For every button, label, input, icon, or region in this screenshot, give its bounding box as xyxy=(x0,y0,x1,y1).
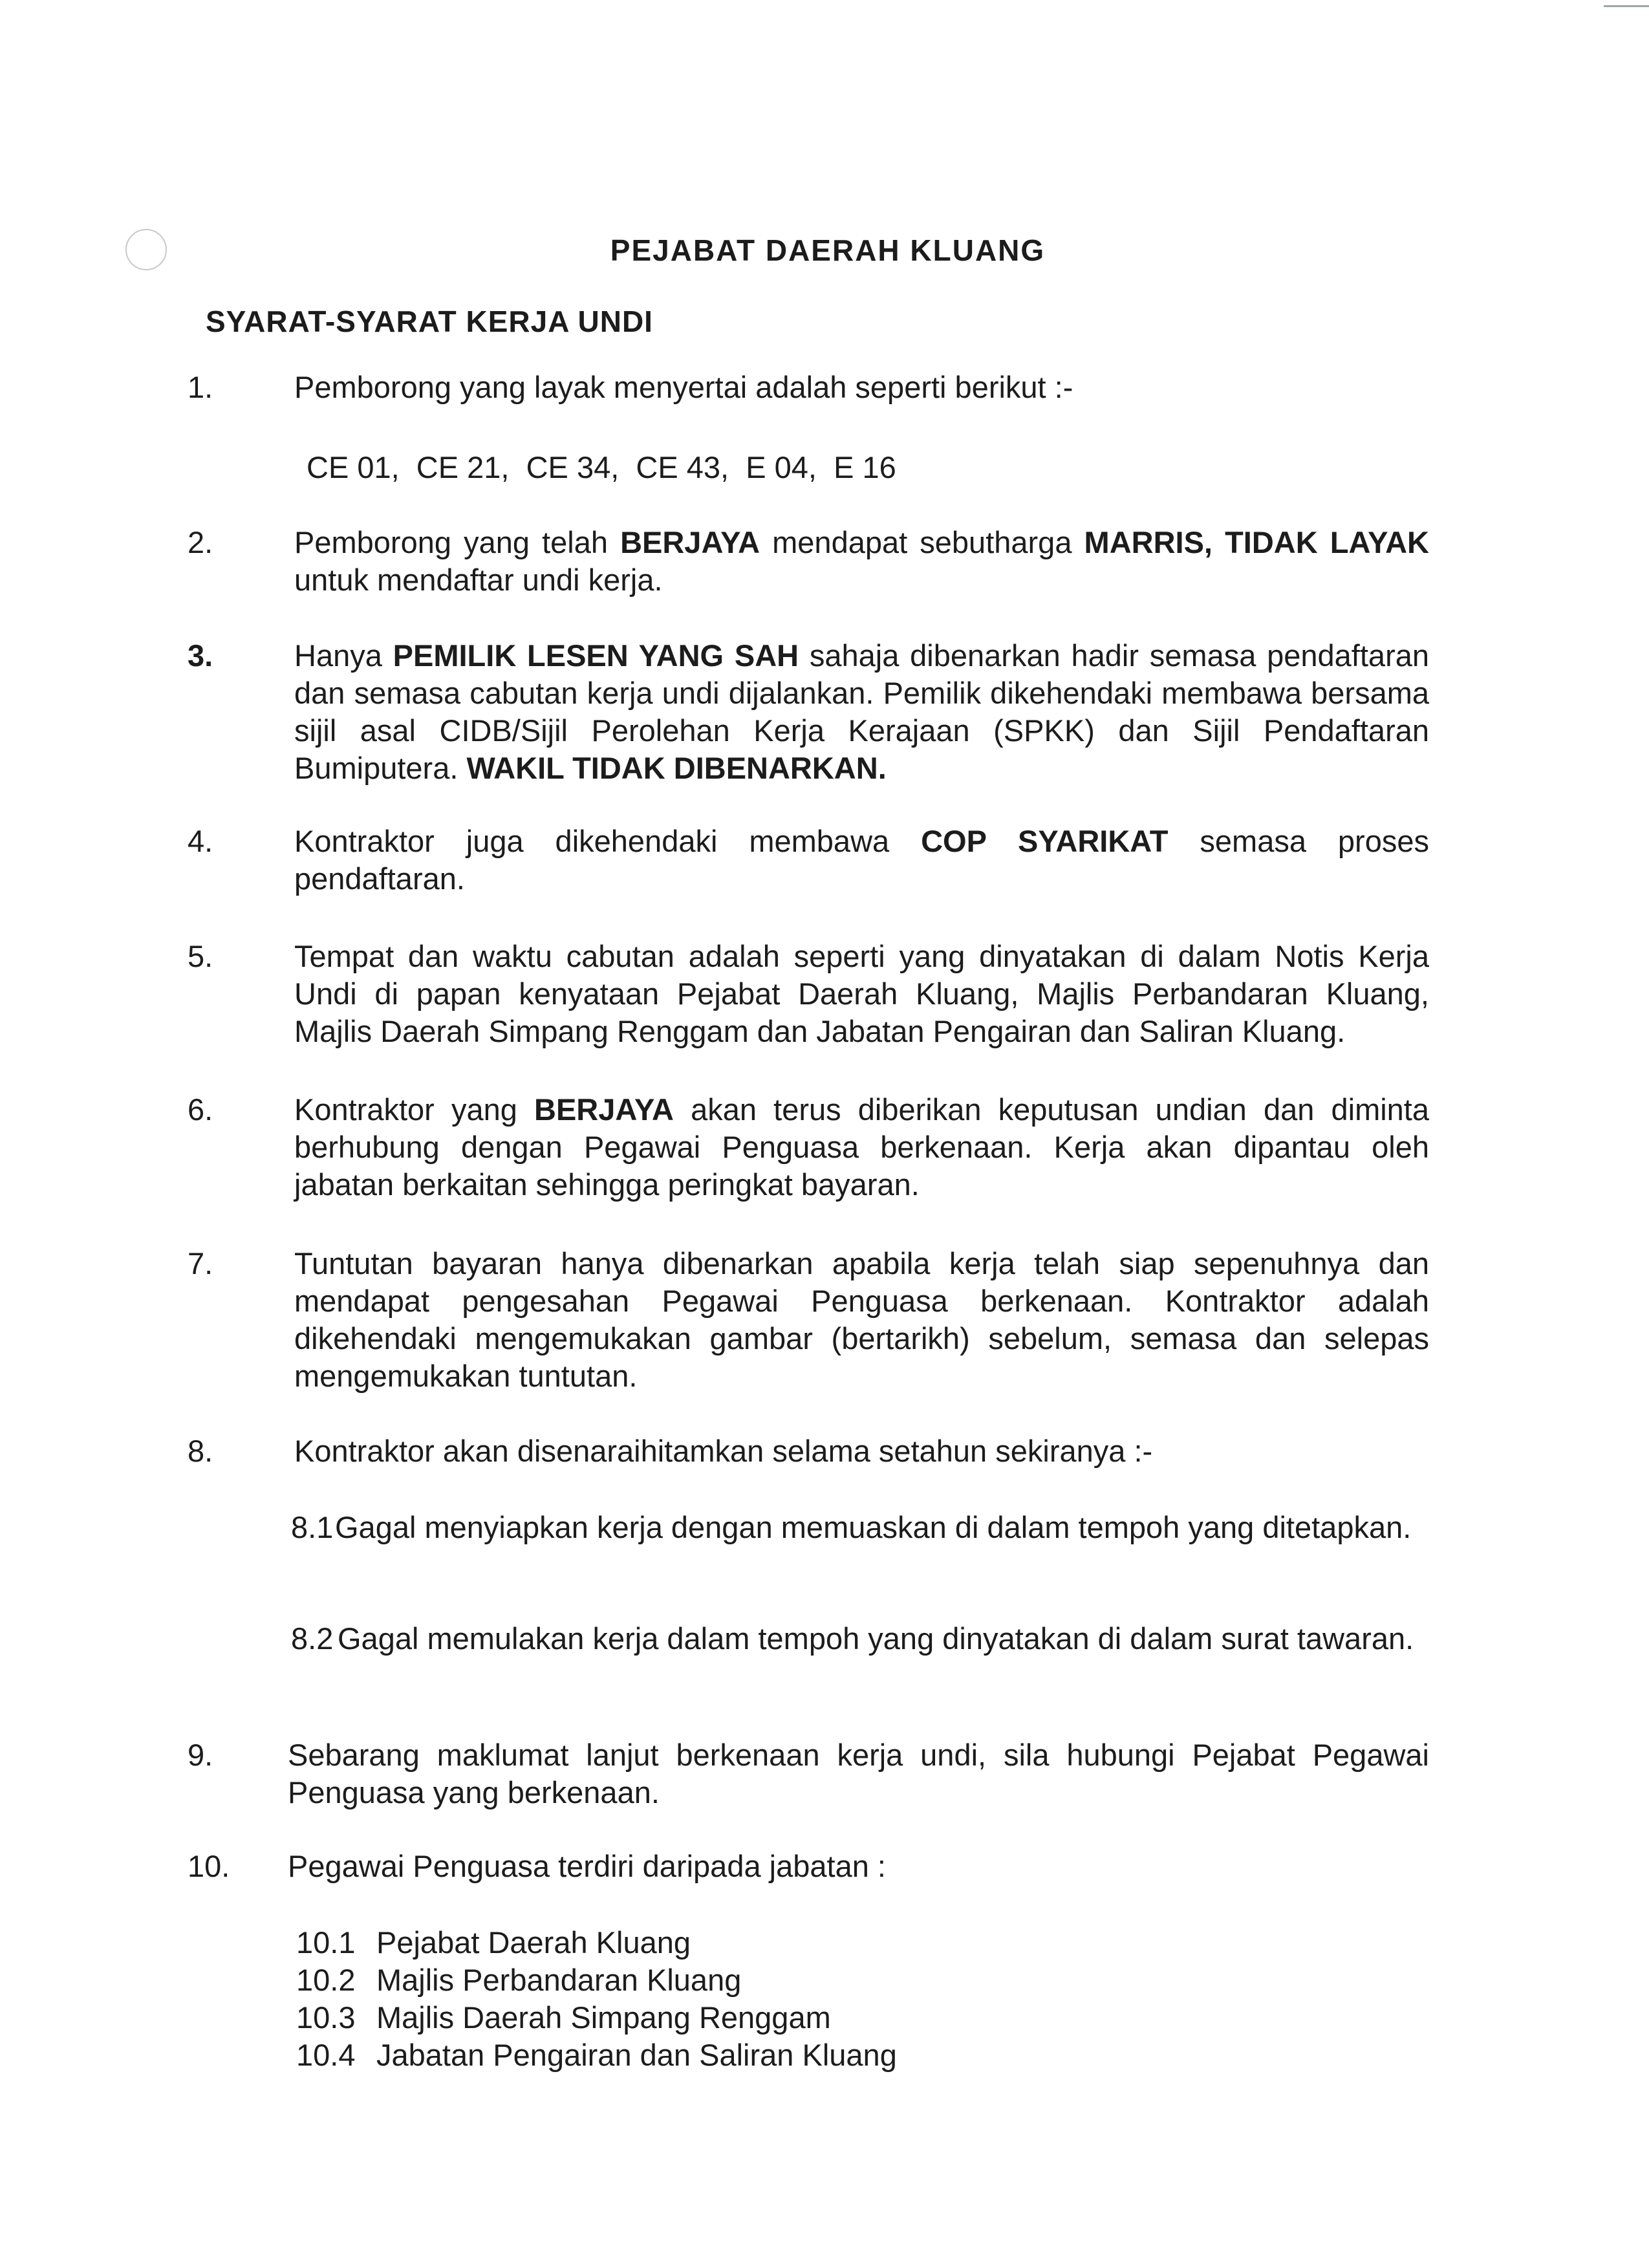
term-item-1 xyxy=(188,369,1429,406)
section-title: SYARAT-SYARAT KERJA UNDI xyxy=(206,305,653,338)
item-text: Tempat dan waktu cabutan adalah seperti yang dinyatakan di dalam Notis Kerja Undi di papan kenyataan Pejabat Daerah Kluang, Majlis Perbandaran Kluang, Majlis Daerah Simpang Renggam dan Jabatan Pengairan dan Saliran Kluang. xyxy=(294,939,1429,1048)
item-number: 8. xyxy=(188,1434,213,1468)
item-text: Kontraktor akan disenaraihitamkan selama setahun sekiranya :- xyxy=(294,1434,1153,1468)
sub-item-text: Gagal menyiapkan kerja dengan memuaskan di dalam tempoh yang ditetapkan. xyxy=(335,1510,1412,1544)
item-number: 4. xyxy=(188,824,213,858)
sub-item-8-2 xyxy=(291,1620,1423,1658)
item-text: Pegawai Penguasa terdiri daripada jabatan : xyxy=(288,1849,886,1883)
item-number: 1. xyxy=(188,370,213,404)
list-item: 10.3 Majlis Daerah Simpang Renggam xyxy=(296,2000,831,2035)
term-item-3 xyxy=(188,637,1429,787)
sub-item-8-1 xyxy=(291,1509,1423,1546)
item-number: 9. xyxy=(188,1738,213,1772)
item-text: Tuntutan bayaran hanya dibenarkan apabila kerja telah siap sepenuhnya dan mendapat pengesahan Pegawai Penguasa berkenaan. Kontraktor adalah dikehendaki mengemukakan gambar (bertarikh) sebelum, semasa dan selepas mengemukakan tuntutan. xyxy=(294,1246,1429,1393)
contractor-class-codes: CE 01, CE 21, CE 34, CE 43, E 04, E 16 xyxy=(307,450,896,484)
list-item: 10.2 Majlis Perbandaran Kluang xyxy=(296,1963,742,1997)
sub-item-text: Gagal memulakan kerja dalam tempoh yang dinyatakan di dalam surat tawaran. xyxy=(338,1621,1414,1656)
item-text: Kontraktor yang BERJAYA akan terus diberikan keputusan undian dan diminta berhubung dengan Pegawai Penguasa berkenaan. Kerja akan dipantau oleh jabatan berkaitan sehingga peringkat bayaran. xyxy=(294,1092,1430,1202)
term-item-8 xyxy=(188,1432,1429,1470)
item-text: Pemborong yang telah BERJAYA mendapat sebutharga MARRIS, TIDAK LAYAK untuk mendaftar undi kerja. xyxy=(294,525,1430,597)
term-item-7 xyxy=(188,1245,1429,1395)
item-number: 2. xyxy=(188,525,213,559)
item-number: 7. xyxy=(188,1246,213,1280)
item-number: 10. xyxy=(188,1849,230,1883)
sub-item-number: 8.2 xyxy=(291,1621,334,1656)
item-number: 3. xyxy=(188,638,213,673)
list-item: 10.4 Jabatan Pengairan dan Saliran Kluang xyxy=(296,2038,897,2072)
sub-item-number: 8.1 xyxy=(291,1510,334,1544)
scan-edge-mark xyxy=(1604,5,1649,7)
term-item-9 xyxy=(188,1736,1429,1811)
list-item: 10.1 Pejabat Daerah Kluang xyxy=(296,1925,691,1960)
term-item-4 xyxy=(188,823,1429,898)
term-item-5 xyxy=(188,938,1429,1050)
item-text: Pemborong yang layak menyertai adalah seperti berikut :- xyxy=(294,370,1073,404)
term-item-2 xyxy=(188,524,1429,599)
term-item-6 xyxy=(188,1091,1429,1204)
item-text: Sebarang maklumat lanjut berkenaan kerja undi, sila hubungi Pejabat Pegawai Penguasa yang berkenaan. xyxy=(288,1738,1429,1809)
item-number: 5. xyxy=(188,939,213,973)
item-number: 6. xyxy=(188,1092,213,1127)
term-item-10 xyxy=(188,1848,1429,1885)
department-list xyxy=(296,1924,897,2074)
office-title: PEJABAT DAERAH KLUANG xyxy=(610,233,1046,267)
item-text: Kontraktor juga dikehendaki membawa COP SYARIKAT semasa proses pendaftaran. xyxy=(294,824,1429,896)
item-text: Hanya PEMILIK LESEN YANG SAH sahaja dibenarkan hadir semasa pendaftaran dan semasa cabutan kerja undi dijalankan. Pemilik dikehendaki membawa bersama sijil asal CIDB/Sijil Perolehan Kerja Kerajaan (SPKK) dan Sijil Pendaftaran Bumiputera. WAKIL TIDAK DIBENARKAN. xyxy=(294,638,1429,785)
